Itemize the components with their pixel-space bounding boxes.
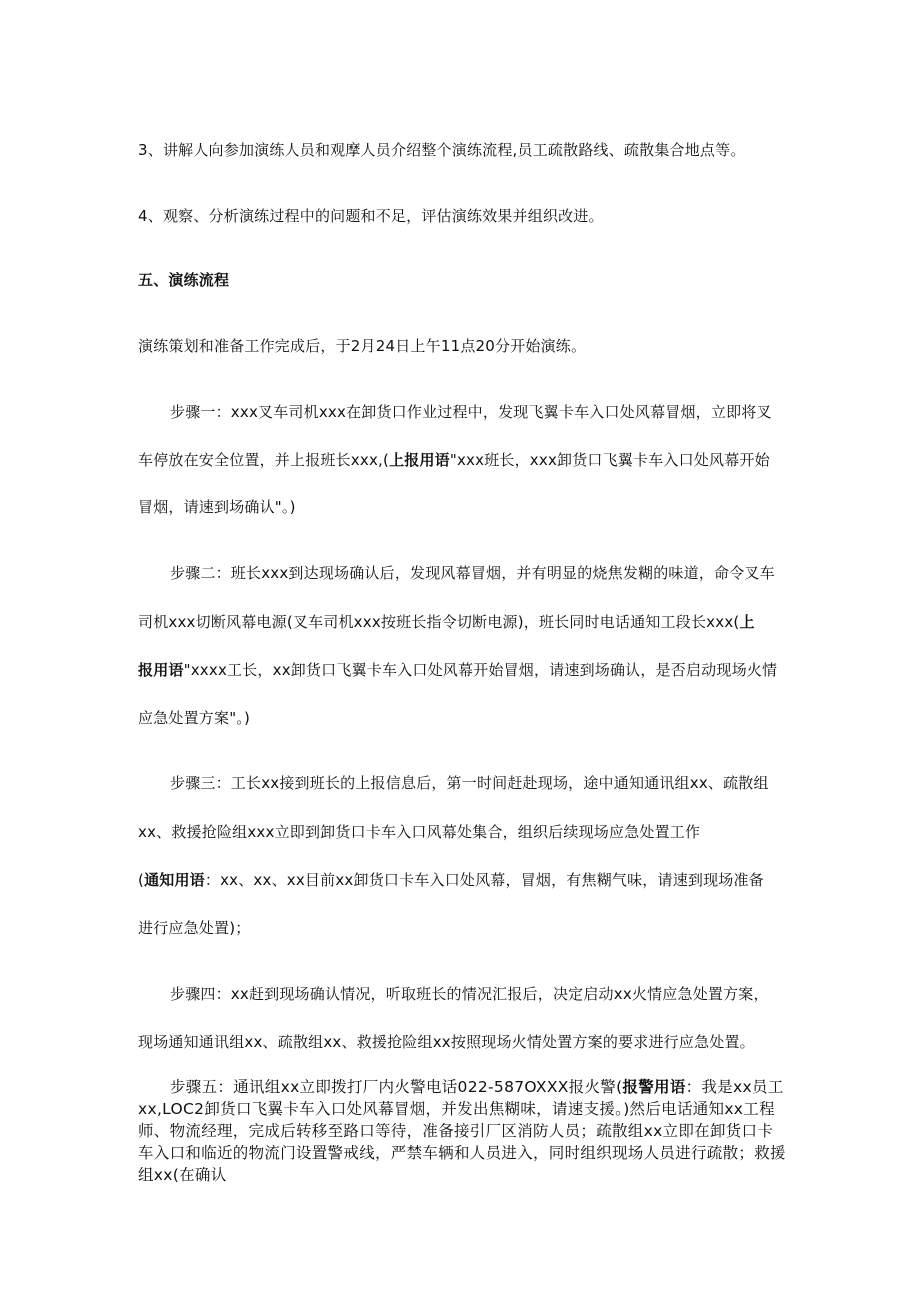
step1-line2 xyxy=(138,450,770,470)
step3-line1: 步骤三：工长xx接到班长的上报信息后，第一时间赶赴现场，途中通知通讯组xx、疏散组 xyxy=(170,774,769,792)
step3-line3 xyxy=(138,870,764,890)
step1-text-cont: "xxx班长，xxx卸货口飞翼卡车入口处风幕开始 xyxy=(449,451,770,469)
list-item-3: 3、讲解人向参加演练人员和观摩人员介绍整个演练流程,员工疏散路线、疏散集合地点等。 xyxy=(138,141,746,159)
step3-line2: xx、救援抢险组xxx立即到卸货口卡车入口风幕处集合，组织后续现场应急处置工作 xyxy=(138,823,701,841)
step2-line3 xyxy=(138,660,777,680)
step5-paragraph xyxy=(138,1076,788,1186)
step1-line1: 步骤一：xxx叉车司机xxx在卸货口作业过程中，发现飞翼卡车入口处风幕冒烟，立即将叉 xyxy=(170,403,772,421)
step2-line4: 应急处置方案"。) xyxy=(138,709,251,727)
step3-line4: 进行应急处置)； xyxy=(138,919,251,937)
step5-text: 步骤五：通讯组xx立即拨打厂内火警电话022-587OXXX报火警( xyxy=(170,1078,623,1096)
section-heading: 五、演练流程 xyxy=(138,271,230,289)
step4-line1: 步骤四：xx赶到现场确认情况，听取班长的情况汇报后，决定启动xx火情应急处置方案， xyxy=(170,985,769,1003)
step2-text: 司机xxx切断风幕电源(叉车司机xxx按班长指令切断电源)，班长同时电话通知工段长xxx( xyxy=(138,613,740,631)
step2-line1: 步骤二：班长xxx到达现场确认后，发现风幕冒烟，并有明显的烧焦发糊的味道，命令叉车 xyxy=(170,564,775,582)
step2-line2 xyxy=(138,612,755,632)
step1-line3: 冒烟，请速到场确认"。) xyxy=(138,498,296,516)
list-item-4: 4、观察、分析演练过程中的问题和不足，评估演练效果并组织改进。 xyxy=(138,207,604,225)
step3-notice-label: 通知用语 xyxy=(144,871,205,889)
step1-report-label: 上报用语 xyxy=(389,451,450,469)
step3-paren: ( xyxy=(138,871,145,889)
step1-text: 车停放在安全位置，并上报班长xxx,( xyxy=(138,451,390,469)
step5-alarm-label: 报警用语 xyxy=(622,1078,686,1096)
step4-line2: 现场通知通讯组xx、疏散组xx、救援抢险组xx按照现场火情处置方案的要求进行应急处置。 xyxy=(138,1033,755,1051)
step2-report-label-end: 报用语 xyxy=(138,661,184,679)
step5-text-cont: ：我是xx员工xx,LOC2卸货口飞翼卡车入口处风幕冒烟，并发出焦糊味，请速支援。)然后电话通知xx工程师、物流经理，完成后转移至路口等待，准备接引厂区消防人员；疏散组xx立即在卸货口卡车入口和临近的物流门设置警戒线，严禁车辆和人员进入，同时组织现场人员进行疏散；救援组xx(在确认 xyxy=(138,1078,786,1184)
step3-text-cont: ：xx、xx、xx目前xx卸货口卡车入口处风幕，冒烟，有焦糊气味，请速到现场准备 xyxy=(204,871,764,889)
step2-text-cont: "xxxx工长，xx卸货口飞翼卡车入口处风幕开始冒烟，请速到场确认，是否启动现场火情 xyxy=(183,661,778,679)
step2-report-label-start: 上 xyxy=(739,613,755,631)
section-intro: 演练策划和准备工作完成后，于2月24日上午11点20分开始演练。 xyxy=(138,337,587,355)
